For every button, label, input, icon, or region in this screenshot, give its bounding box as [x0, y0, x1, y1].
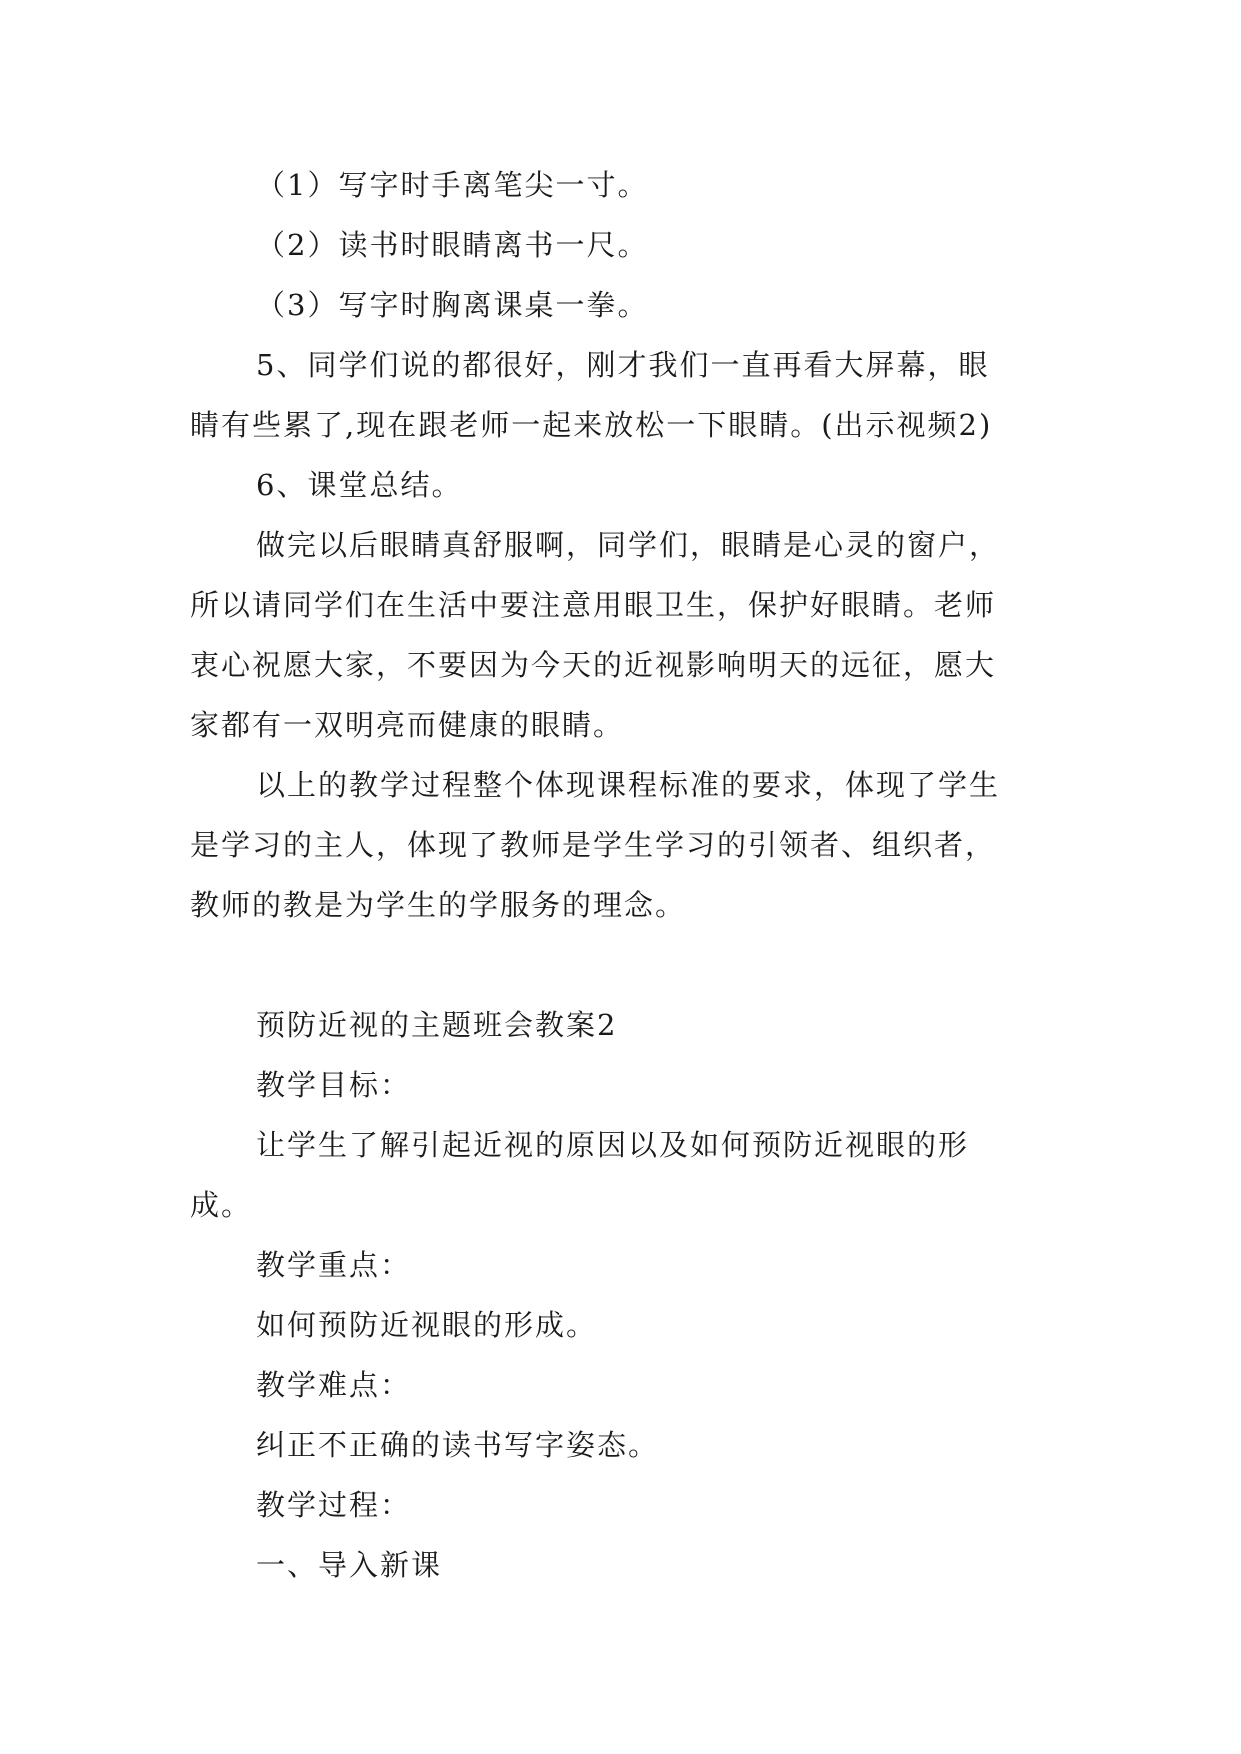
text-line: 纠正不正确的读书写字姿态。 — [256, 1428, 660, 1462]
text-line: 教学过程： — [256, 1488, 412, 1522]
text-line: 教学重点： — [256, 1248, 412, 1282]
text-line: 让学生了解引起近视的原因以及如何预防近视眼的形 — [256, 1128, 970, 1162]
text-line: 家都有一双明亮而健康的眼睛。 — [190, 708, 625, 742]
text-line: 6、课堂总结。 — [256, 468, 463, 502]
text-line: 教学难点： — [256, 1368, 412, 1402]
text-line: 一、导入新课 — [256, 1548, 443, 1582]
text-line: 睛有些累了,现在跟老师一起来放松一下眼睛。(出示视频2) — [190, 408, 993, 442]
text-line: （1）写字时手离笔尖一寸。 — [256, 168, 649, 202]
text-line: （3）写字时胸离课桌一拳。 — [256, 288, 649, 322]
text-line: 衷心祝愿大家，不要因为今天的近视影响明天的远征，愿大 — [190, 648, 997, 682]
text-line: 是学习的主人，体现了教师是学生学习的引领者、组织者， — [190, 828, 997, 862]
text-line: 以上的教学过程整个体现课程标准的要求，体现了学生 — [256, 768, 1001, 802]
text-line: 如何预防近视眼的形成。 — [256, 1308, 598, 1342]
text-line: 5、同学们说的都很好，刚才我们一直再看大屏幕，眼 — [256, 348, 990, 382]
text-line: 做完以后眼睛真舒服啊，同学们，眼睛是心灵的窗户， — [256, 528, 1001, 562]
text-line: 教师的教是为学生的学服务的理念。 — [190, 888, 687, 922]
text-line: 所以请同学们在生活中要注意用眼卫生，保护好眼睛。老师 — [190, 588, 997, 622]
text-line: 教学目标： — [256, 1068, 412, 1102]
text-line: 成。 — [190, 1188, 253, 1222]
section-title: 预防近视的主题班会教案2 — [256, 1008, 618, 1042]
text-line: （2）读书时眼睛离书一尺。 — [256, 228, 649, 262]
